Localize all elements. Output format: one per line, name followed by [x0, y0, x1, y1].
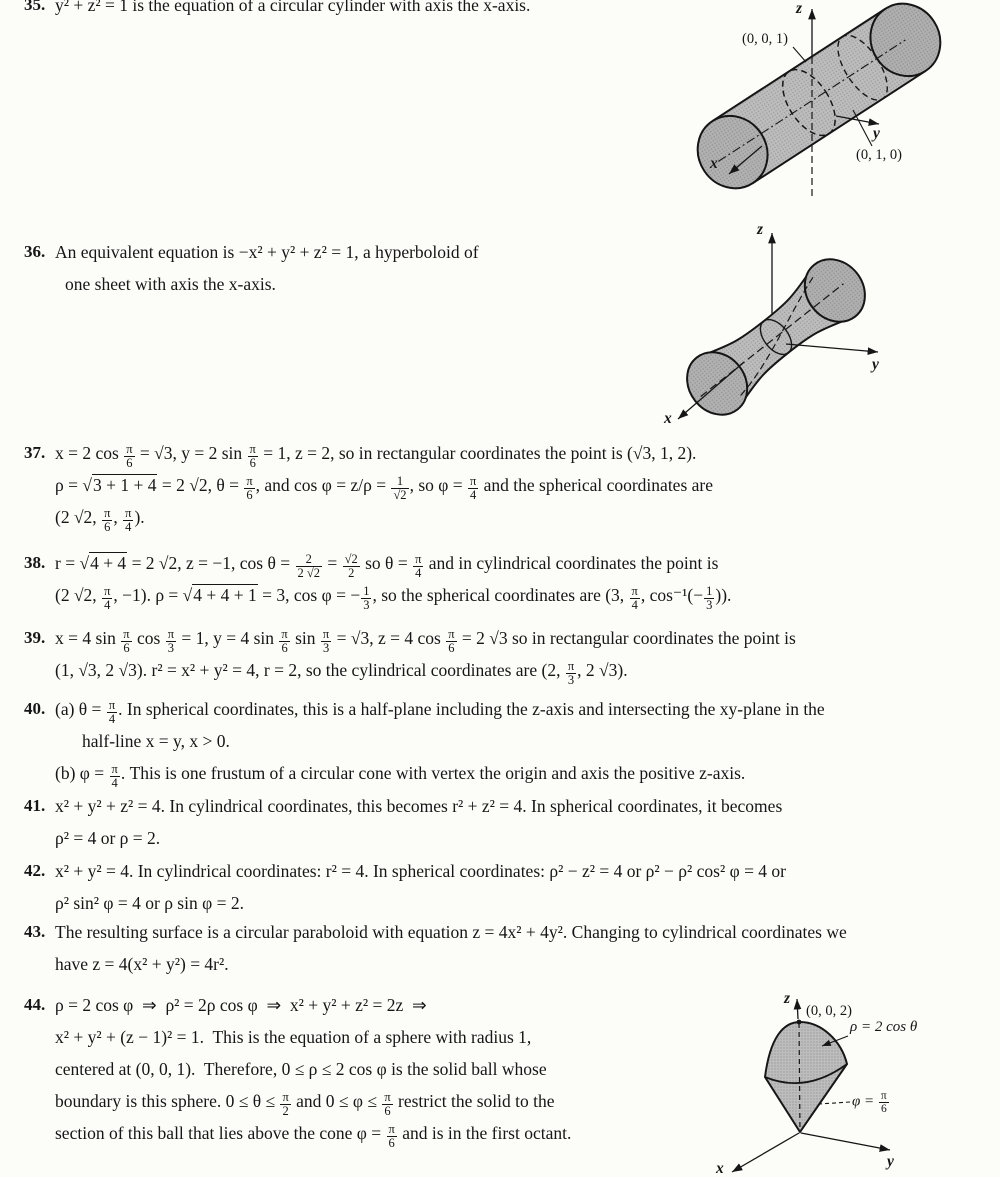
x-axis [732, 1133, 799, 1172]
solution-line: (1, √3, 2 √3). r² = x² + y² = 4, r = 2, so the cylindrical coordinates are (2, $\frac{\pi}{3}$ , 2 √3). [55, 658, 628, 687]
problem-number: 40. [24, 699, 46, 718]
z-axis [797, 999, 798, 1019]
solution-line: ρ = √3 + 1 + 4 = 2 √2, θ = $\frac{\pi}{6}$ , and cos φ = z/ρ = $\frac{1}{√2}$ , so φ = $\frac{\pi}{4}$ and the spherical coordinates are [55, 473, 713, 502]
figure-cylinder [690, 0, 1000, 200]
solution-line: y² + z² = 1 is the equation of a circular cylinder with axis the x-axis. [55, 0, 531, 15]
problem-number: 41. [24, 796, 46, 815]
x-axis-label: x [664, 410, 672, 427]
solution-line: (2 √2, $\frac{\pi}{4}$ , −1). ρ = √4 + 4 + 1 = 3, cos φ = − $\frac{1}{3}$ , so the spherical coordinates are (3, $\frac{\pi}{4}$ , cos⁻¹(− $\frac{1}{3}$ )). [55, 583, 732, 612]
problem-41 [24, 790, 782, 854]
problem-38 [24, 547, 731, 611]
cone-angle-label: φ = $\frac{\pi}{6}$ [852, 1090, 887, 1116]
figure-cone-sphere [680, 980, 1000, 1176]
sphere-equation-label: ρ = 2 cos θ [850, 1019, 918, 1035]
cylinder-drawing [690, 0, 1000, 200]
y-axis [801, 1133, 890, 1150]
point-label-002: (0, 0, 2) [806, 1003, 852, 1019]
cylinder-body [684, 0, 954, 202]
pointer-010 [853, 110, 872, 146]
solution-line: r = √4 + 4 = 2 √2, z = −1, cos θ = $\frac{2}{2 √2}$ = $\frac{√2}{2}$ so θ = $\frac{\pi}{4}$ and in cylindrical coordinates the point is [55, 551, 719, 580]
z-axis-label: z [796, 0, 803, 17]
y-axis-label: y [873, 125, 880, 142]
top-point-dot [797, 1020, 802, 1025]
hyperboloid-drawing [640, 205, 1000, 435]
point-label-001: (0, 0, 1) [742, 31, 788, 47]
solution-line: ρ² = 4 or ρ = 2. [55, 828, 161, 848]
x-axis-label: x [716, 1160, 724, 1177]
solution-line: boundary is this sphere. 0 ≤ θ ≤ $\frac{\pi}{2}$ and 0 ≤ φ ≤ $\frac{\pi}{6}$ restrict the solid to the [55, 1089, 555, 1118]
solution-line: half-line x = y, x > 0. [82, 731, 230, 751]
pointer-phi [819, 1102, 850, 1104]
solution-line: ρ² sin² φ = 4 or ρ sin φ = 2. [55, 893, 244, 913]
problem-number: 37. [24, 443, 46, 462]
problem-44 [24, 989, 684, 1149]
solution-line: x² + y² + z² = 4. In cylindrical coordinates, this becomes r² + z² = 4. In spherical coordinates, it becomes [55, 796, 783, 816]
problem-number: 43. [24, 922, 46, 941]
problem-number: 38. [24, 553, 46, 572]
solution-line: x = 4 sin $\frac{\pi}{6}$ cos $\frac{\pi}{3}$ = 1, y = 4 sin $\frac{\pi}{6}$ sin $\frac{\pi}{3}$ = √3, z = 4 cos $\frac{\pi}{6}$ = 2 √3 so in rectangular coordinates the point is [55, 626, 796, 655]
hyperboloid-body [675, 247, 878, 426]
problem-number: 44. [24, 995, 46, 1014]
solution-line: (a) θ = $\frac{\pi}{4}$ . In spherical coordinates, this is a half-plane including the z-axis and intersecting the xy-plane in the [55, 697, 825, 726]
y-axis [786, 344, 878, 352]
solution-line: section of this ball that lies above the cone φ = $\frac{\pi}{6}$ and is in the first octant. [55, 1121, 572, 1150]
solution-line: x² + y² = 4. In cylindrical coordinates: r² = 4. In spherical coordinates: ρ² − z² = 4 or ρ² − ρ² cos² φ = 4 or [55, 861, 787, 881]
point-label-010: (0, 1, 0) [856, 147, 902, 163]
problem-40 [24, 693, 825, 789]
solution-line: (2 √2, $\frac{\pi}{6}$ , $\frac{\pi}{4}$ ). [55, 505, 145, 534]
problem-43 [24, 916, 847, 980]
pointer-001 [793, 47, 806, 62]
z-axis-label: z [784, 990, 791, 1007]
solution-line: The resulting surface is a circular paraboloid with equation z = 4x² + 4y². Changing to cylindrical coordinates we [55, 922, 847, 942]
x-axis-label: x [710, 155, 718, 172]
solution-line: one sheet with axis the x-axis. [65, 274, 276, 294]
solution-line: An equivalent equation is −x² + y² + z² = 1, a hyperboloid of [55, 242, 479, 262]
figure-hyperboloid [640, 205, 1000, 435]
solid-body [765, 1022, 847, 1132]
solution-line: ρ = 2 cos φ ⇒ ρ² = 2ρ cos φ ⇒ x² + y² + z² = 2z ⇒ [55, 995, 427, 1015]
y-axis-label: y [887, 1153, 894, 1170]
solution-line: x = 2 cos $\frac{\pi}{6}$ = √3, y = 2 sin $\frac{\pi}{6}$ = 1, z = 2, so in rectangular coordinates the point is (√3, 1, 2). [55, 441, 697, 470]
solution-line: centered at (0, 0, 1). Therefore, 0 ≤ ρ ≤ 2 cos φ is the solid ball whose [55, 1059, 547, 1079]
y-axis-label: y [872, 356, 879, 373]
problem-42 [24, 855, 786, 919]
problem-39 [24, 622, 796, 686]
problem-35 [24, 0, 530, 21]
problem-number: 42. [24, 861, 46, 880]
z-axis-label: z [757, 221, 764, 238]
problem-36 [24, 236, 479, 300]
solution-line: x² + y² + (z − 1)² = 1. This is the equation of a sphere with radius 1, [55, 1027, 532, 1047]
problem-number: 35. [24, 0, 46, 14]
problem-number: 39. [24, 628, 46, 647]
solution-line: have z = 4(x² + y²) = 4r². [55, 954, 229, 974]
problem-number: 36. [24, 242, 46, 261]
problem-37 [24, 437, 713, 533]
solution-line: (b) φ = $\frac{\pi}{4}$ . This is one frustum of a circular cone with vertex the origin and axis the positive z-axis. [55, 761, 746, 790]
